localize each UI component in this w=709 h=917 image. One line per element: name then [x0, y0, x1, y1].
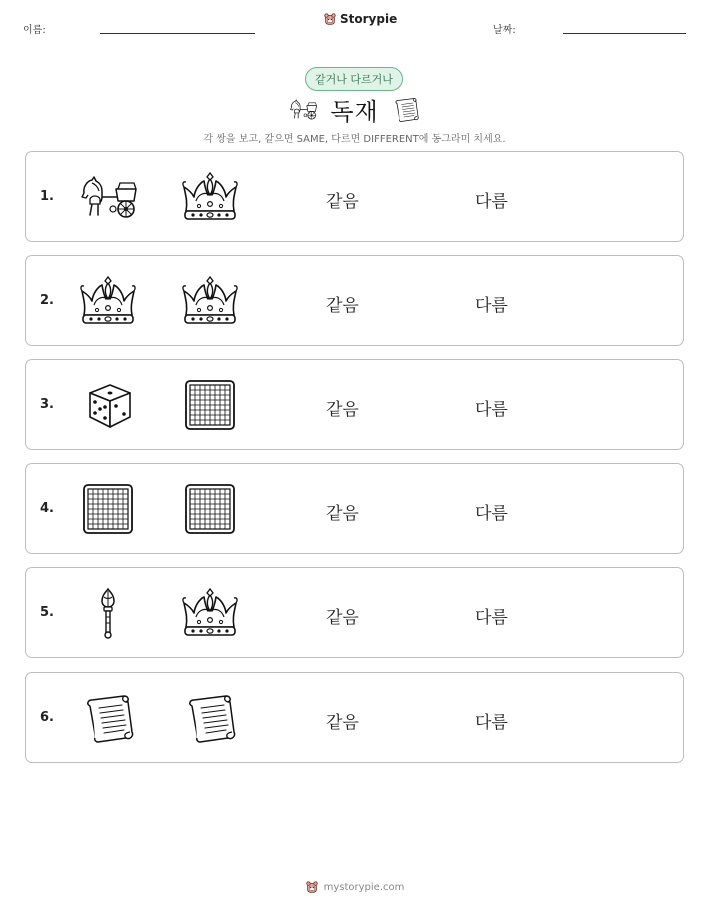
option-same[interactable]: 같음: [326, 296, 359, 316]
question-row: [25, 567, 684, 658]
question-number: 6.: [40, 710, 54, 725]
option-different[interactable]: 다름: [475, 713, 508, 733]
crown-icon: [180, 275, 240, 329]
question-row: [25, 151, 684, 242]
instructions: 각 쌍을 보고, 같으면 SAME, 다르면 DIFFERENT에 동그라미 치세요.: [203, 134, 506, 145]
grid-icon: [180, 483, 240, 537]
grid-icon: [78, 483, 138, 537]
title-row: [0, 92, 709, 127]
storypie-mascot-icon: [305, 880, 319, 894]
footer-url[interactable]: mystorypie.com: [323, 881, 405, 893]
option-same[interactable]: 같음: [326, 192, 359, 212]
dice-icon: [78, 379, 138, 433]
option-same[interactable]: 같음: [326, 713, 359, 733]
crown-icon: [180, 587, 240, 641]
question-number: 5.: [40, 605, 54, 620]
question-number: 2.: [40, 293, 54, 308]
grid-icon: [180, 379, 240, 433]
brand-logo: [323, 12, 397, 26]
option-different[interactable]: 다름: [475, 608, 508, 628]
question-row: [25, 255, 684, 346]
option-same[interactable]: 같음: [326, 504, 359, 524]
storypie-mascot-icon: [323, 12, 337, 26]
option-different[interactable]: 다름: [475, 192, 508, 212]
name-field-line[interactable]: [100, 33, 255, 34]
question-number: 3.: [40, 397, 54, 412]
name-label: 이름:: [23, 25, 46, 36]
date-label: 날짜:: [493, 25, 516, 36]
horse-carriage-icon: [288, 97, 318, 123]
scroll-icon: [78, 692, 138, 746]
question-row: [25, 359, 684, 450]
worksheet-tag: 같거나 다르거나: [305, 67, 403, 91]
crown-icon: [180, 171, 240, 225]
question-row: [25, 672, 684, 763]
footer: [0, 880, 709, 894]
question-number: 4.: [40, 501, 54, 516]
scroll-icon: [391, 96, 421, 124]
brand-name: Storypie: [340, 12, 398, 26]
option-same[interactable]: 같음: [326, 400, 359, 420]
question-row: [25, 463, 684, 554]
option-same[interactable]: 같음: [326, 608, 359, 628]
page-title: 독재: [330, 98, 379, 126]
option-different[interactable]: 다름: [475, 400, 508, 420]
date-field-line[interactable]: [563, 33, 686, 34]
option-different[interactable]: 다름: [475, 296, 508, 316]
scepter-icon: [78, 587, 138, 641]
scroll-icon: [180, 692, 240, 746]
question-number: 1.: [40, 189, 54, 204]
crown-icon: [78, 275, 138, 329]
horse-carriage-icon: [78, 171, 138, 225]
option-different[interactable]: 다름: [475, 504, 508, 524]
